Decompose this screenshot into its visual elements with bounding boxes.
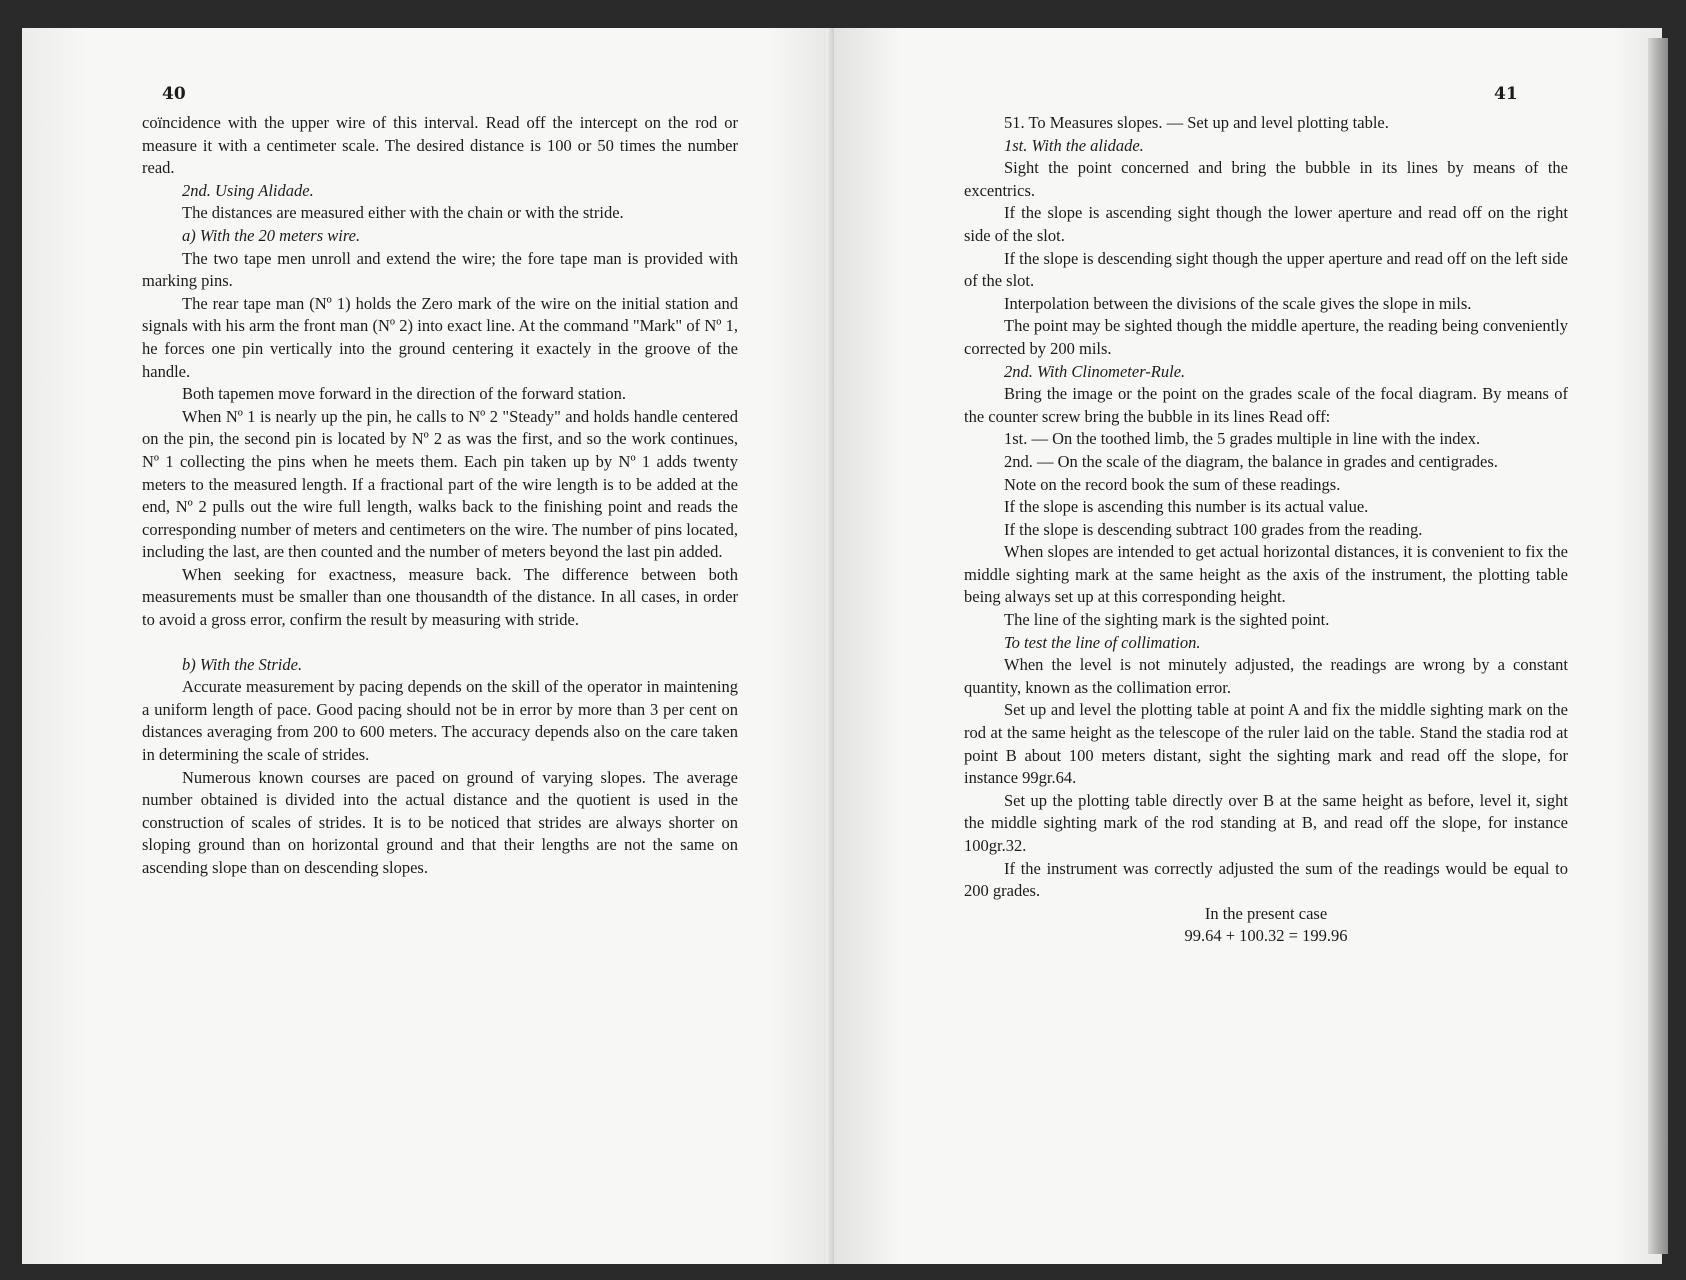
paragraph: When the level is not minutely adjusted, the readings are wrong by a constant quantity, known as the collimation error. xyxy=(964,655,1568,697)
paragraph: When seeking for exactness, measure back. The difference between both measurements must be smaller than one thousandth of the distance. In all cases, in order to avoid a gross error, confirm the result by measuring with stride. xyxy=(142,564,738,630)
paragraph: When slopes are intended to get actual horizontal distances, it is convenient to fix the middle sighting mark at the same height as the axis of the instrument, the plotting table being always set up at this corresponding height. xyxy=(964,542,1568,607)
paragraph: Accurate measurement by pacing depends on the skill of the operator in maintening a uniform length of pace. Good pacing should not be in error by more than 3 per cent on distances averaging from 200 to 600 meters. The accuracy depends also on the care taken in determining the scale of strides. xyxy=(142,677,738,765)
paragraph: The rear tape man (Nº 1) holds the Zero mark of the wire on the initial station and signals with his arm the front man (Nº 2) into exact line. At the command "Mark" of Nº 1, he forces one pin vertically into the ground centering it exactely in the groove of the handle. xyxy=(142,293,738,381)
left-page xyxy=(22,28,834,1264)
paragraph: The line of the sighting mark is the sighted point. xyxy=(1004,610,1330,630)
page-text xyxy=(964,112,1568,948)
paragraph: coïncidence with the upper wire of this interval. Read off the intercept on the rod or measure it with a centimeter scale. The desired distance is 100 or 50 times the number read. xyxy=(142,113,738,178)
equation: 99.64 + 100.32 = 199.96 xyxy=(1184,926,1348,946)
paragraph: 2nd. — On the scale of the diagram, the balance in grades and centigrades. xyxy=(1004,451,1498,471)
paragraph: Set up and level the plotting table at point A and fix the middle sighting mark on the rod at the same height as the telescope of the ruler laid on the table. Stand the stadia rod at point B about 100 meters distant, sight the sighting mark and read off the slope, for instance 99gr.64. xyxy=(964,700,1568,788)
section-heading: 2nd. With Clinometer-Rule. xyxy=(1004,361,1186,381)
paragraph: When Nº 1 is nearly up the pin, he calls to Nº 2 "Steady" and holds handle centered on the pin, the second pin is located by Nº 2 as was the first, and so the work continues, Nº 1 collecting the pins when he meets them. Each pin taken up by Nº 1 adds twenty meters to the measured length. If a fractional part of the wire length is to be added at the end, Nº 2 pulls out the wire full length, walks back to the finishing point and reads the corresponding number of meters and centimeters on the wire. The number of pins located, including the last, are then counted and the number of meters beyond the last pin added. xyxy=(142,406,738,562)
page-number: 40 xyxy=(162,84,186,104)
section-heading: 2nd. Using Alidade. xyxy=(182,180,314,200)
page-text xyxy=(142,112,738,880)
paragraph: If the slope is ascending sight though the lower aperture and read off on the right side of the slot. xyxy=(964,203,1568,245)
page-edge xyxy=(1648,38,1668,1254)
paragraph: Bring the image or the point on the grades scale of the focal diagram. By means of the counter screw bring the bubble in its lines Read off: xyxy=(964,384,1568,426)
section-heading: a) With the 20 meters wire. xyxy=(182,225,361,245)
paragraph: Note on the record book the sum of these readings. xyxy=(1004,474,1341,494)
section-heading: To test the line of collimation. xyxy=(1004,632,1201,652)
paragraph: Both tapemen move forward in the direction of the forward station. xyxy=(182,384,626,404)
section-heading: b) With the Stride. xyxy=(182,654,303,674)
paragraph: In the present case xyxy=(1204,903,1328,923)
section-heading: 51. To Measures slopes. — Set up and level plotting table. xyxy=(1004,113,1389,132)
paragraph: Interpolation between the divisions of the scale gives the slope in mils. xyxy=(1004,293,1472,313)
paragraph: The point may be sighted though the middle aperture, the reading being conveniently corrected by 200 mils. xyxy=(964,316,1568,358)
paragraph: 1st. — On the toothed limb, the 5 grades multiple in line with the index. xyxy=(1004,429,1481,449)
paragraph: Set up the plotting table directly over B at the same height as before, level it, sight the middle sighting mark of the rod standing at B, and read off the slope, for instance 100gr.32. xyxy=(964,790,1568,855)
right-page xyxy=(834,28,1662,1264)
section-heading: 1st. With the alidade. xyxy=(1004,135,1144,155)
paragraph: The distances are measured either with the chain or with the stride. xyxy=(182,203,624,223)
paragraph: The two tape men unroll and extend the wire; the fore tape man is provided with marking pins. xyxy=(142,248,738,291)
paragraph: If the instrument was correctly adjusted the sum of the readings would be equal to 200 grades. xyxy=(964,858,1568,901)
paragraph: Numerous known courses are paced on ground of varying slopes. The average number obtained is divided into the actual distance and the quotient is used in the construction of scales of strides. It is to be noticed that strides are always shorter on sloping ground than on horizontal ground and that their lengths are not the same on ascending slope than on descending slopes. xyxy=(142,767,738,877)
book-spread xyxy=(22,28,1662,1264)
paragraph: If the slope is ascending this number is its actual value. xyxy=(1004,497,1369,517)
page-number: 41 xyxy=(1494,84,1518,104)
paragraph: If the slope is descending subtract 100 grades from the reading. xyxy=(1004,519,1423,539)
paragraph: Sight the point concerned and bring the bubble in its lines by means of the excentrics. xyxy=(964,158,1568,200)
paragraph: If the slope is descending sight though the upper aperture and read off on the left side of the slot. xyxy=(964,248,1568,291)
